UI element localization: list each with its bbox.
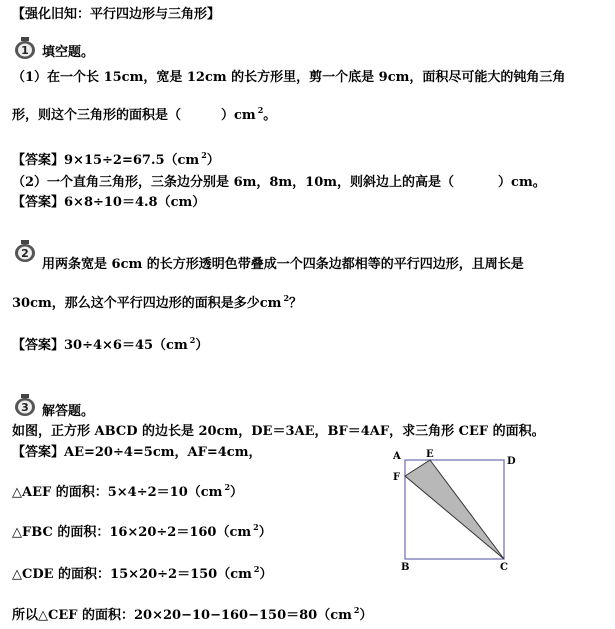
q3-problem: 如图，正方形 ABCD 的边长是 20cm，DE＝3AE，BF＝4AF，求三角形 CEF 的面积。 <box>12 424 545 439</box>
badge-3-number: 3 <box>21 401 29 414</box>
label-d: D <box>507 456 516 467</box>
badge-2-number: 2 <box>21 247 29 260</box>
q3-aef-area: △AEF 的面积：5×4÷2＝10（cm $^2$） <box>12 482 244 500</box>
q3-label: 解答题。 <box>42 404 95 419</box>
label-f: F <box>393 472 401 483</box>
q1-item1-line2: 形，则这个三角形的面积是（ ）cm $^2$。 <box>12 105 277 123</box>
q1-item1-line1: （1）在一个长 15cm，宽是 12cm 的长方形里，剪一个底是 9cm，面积尽可能大的钝角三角 <box>12 70 566 85</box>
square-abcd-figure <box>388 447 528 575</box>
q1-item2: （2）一个直角三角形，三条边分别是 6m，8m，10m，则斜边上的高是（ ）cm。 <box>12 175 546 190</box>
label-e: E <box>426 449 434 460</box>
number-badge-2-icon <box>14 240 36 262</box>
q1-answer2: 【答案】6×8÷10＝4.8（cm） <box>12 195 206 210</box>
q2-line2: 30cm，那么这个平行四边形的面积是多少cm $^2$？ <box>12 293 303 311</box>
q3-answer-intro: 【答案】AE=20÷4=5cm，AF=4cm， <box>12 445 262 460</box>
number-badge-1-icon <box>14 37 36 59</box>
label-b: B <box>401 562 410 573</box>
q1-label: 填空题。 <box>42 45 95 60</box>
q3-cde-area: △CDE 的面积：15×20÷2＝150（cm $^2$） <box>12 564 273 582</box>
q1-answer1: 【答案】9×15÷2=67.5（cm $^2$） <box>12 150 220 168</box>
triangle-cef <box>405 460 504 559</box>
q2-line1: 用两条宽是 6cm 的长方形透明色带叠成一个四条边都相等的平行四边形，且周长是 <box>42 257 524 272</box>
badge-1-number: 1 <box>21 44 29 57</box>
q3-fbc-area: △FBC 的面积：16×20÷2＝160（cm $^2$） <box>12 522 272 540</box>
q2-answer: 【答案】30÷4×6＝45（cm $^2$） <box>12 335 209 353</box>
number-badge-3-icon <box>14 394 36 416</box>
label-a: A <box>393 451 401 462</box>
section-title: 【强化旧知：平行四边形与三角形】 <box>12 7 221 22</box>
label-c: C <box>500 562 508 573</box>
q3-cef-area: 所以△CEF 的面积：20×20−10−160−150＝80（cm $^2$） <box>12 605 373 623</box>
